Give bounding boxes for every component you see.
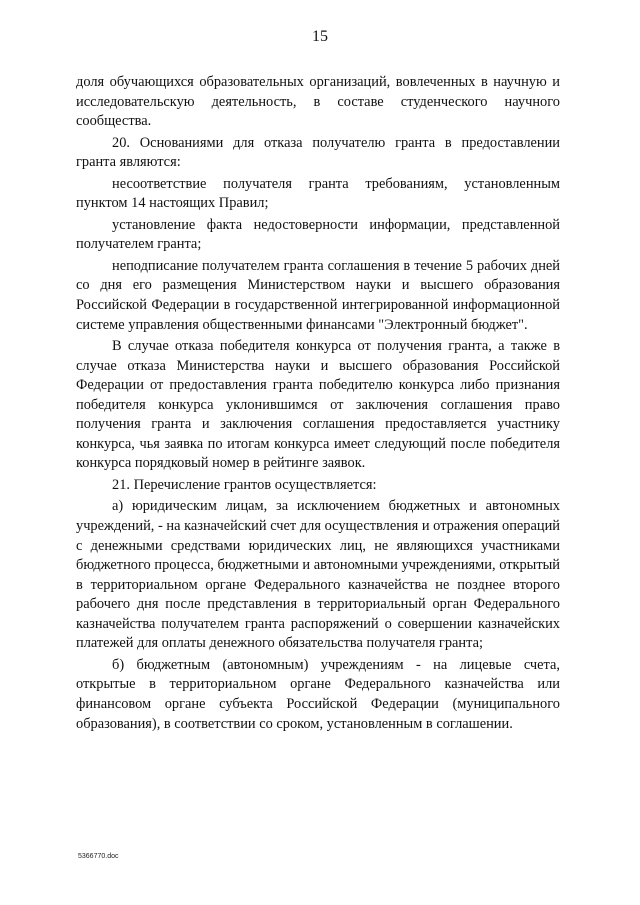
paragraph-item-b: б) бюджетным (автономным) учреждениям - на лицевые счета, открытые в территориальном органе Федерального казначейства или финансовом органе субъекта Российской Федерации (муниципального образования), в соответствии со сроком, установленным в соглашении. — [76, 656, 560, 732]
paragraph-ground-1: несоответствие получателя гранта требованиям, установленным пунктом 14 настоящих Правил; — [76, 175, 560, 212]
paragraph-ground-2: установление факта недостоверности информации, представленной получателем гранта; — [76, 216, 560, 253]
paragraph-ground-3: неподписание получателем гранта соглашения в течение 5 рабочих дней со дня его размещения Министерством науки и высшего образования Российской Федерации в государственной интегрированной информационной системе управления общественными финансами "Электронный бюджет". — [76, 257, 560, 333]
paragraph-clause-20: 20. Основаниями для отказа получателю гранта в предоставлении гранта являются: — [76, 134, 560, 171]
document-body — [76, 73, 560, 736]
paragraph-item-a: а) юридическим лицам, за исключением бюджетных и автономных учреждений, - на казначейский счет для осуществления и отражения операций с денежными средствами юридических лиц, не являющихся участниками бюджетного процесса, бюджетными и автономными учреждениями, открытый в территориальном органе Федерального казначейства не позднее второго рабочего дня после представления в территориальный орган Федерального казначейства получателем гранта распоряжений о совершении казначейских платежей для оплаты денежного обязательства получателя гранта; — [76, 498, 560, 652]
paragraph-refusal-case: В случае отказа победителя конкурса от получения гранта, а также в случае отказа Министерства науки и высшего образования Российской Федерации от предоставления гранта победителю конкурса либо признания победителя конкурса уклонившимся от заключения соглашения право получения гранта и заключения соглашения предоставляется участнику конкурса, чья заявка по итогам конкурса имеет следующий после победителя конкурса порядковый номер в рейтинге заявок. — [76, 338, 560, 472]
paragraph-continuation: доля обучающихся образовательных организаций, вовлеченных в научную и исследовательскую деятельность, в составе студенческого научного сообщества. — [76, 74, 560, 130]
file-footer: 5366770.doc — [78, 853, 119, 860]
page-number: 15 — [312, 28, 328, 45]
paragraph-clause-21: 21. Перечисление грантов осуществляется: — [112, 476, 377, 493]
